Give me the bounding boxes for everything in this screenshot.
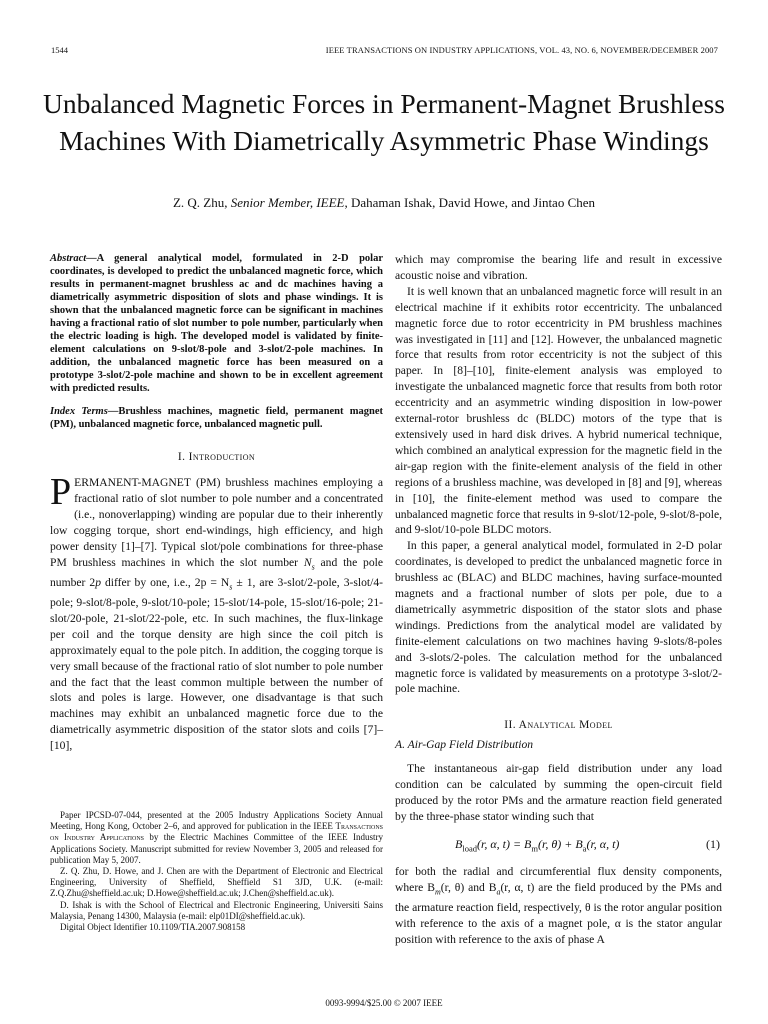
paragraph-air-gap-field: The instantaneous air-gap field distribution under any load condition can be calculated by summing the open-circuit field produced by the rotor PMs and the armature reaction field generated by the three-phase stator winding such that (395, 762, 722, 824)
author-first: Z. Q. Zhu, (172, 195, 231, 210)
left-column (50, 252, 383, 754)
author-list (40, 195, 728, 211)
index-terms-text: —Brushless machines, magnetic field, permanent magnet (PM), unbalanced magnetic force, unbalanced magnetic pull. (50, 406, 383, 430)
footnote-submission-b: by the Electric Machines Committee of the IEEE Industry Applications Society. Manuscript submitted for review November 3, 2005 and released for publication May 5, 2007. (50, 832, 383, 865)
introduction-paragraph (50, 471, 384, 754)
equation-1-expression (455, 837, 619, 853)
p5-text-a: for both the radial and circumferential flux density components, where B (395, 865, 722, 894)
equation-1 (395, 830, 722, 858)
eq-mid: (r, θ) + B (538, 837, 583, 851)
p5-sub-m: m (434, 887, 441, 897)
page-number: 1544 (51, 45, 68, 55)
right-column (395, 252, 722, 948)
p5-text-c: (r, α, t) are the field produced by the PMs and the armature reaction field, respectively, θ is the rotor angular position with reference to the axis of a magnet pole, α is the stator angular position with reference to the axis of phase A (395, 880, 722, 946)
footnote-journal-name: Transactions on Industry Applications (50, 821, 383, 843)
section-heading-introduction: I. Introduction (177, 451, 256, 463)
abstract (50, 252, 383, 395)
abstract-text: —A general analytical model, formulated in 2-D polar coordinates, is developed to predict the unbalanced magnetic force, which results in permanent-magnet brushless ac and dc machines having a diametrically asymmetric disposition of slots and phase windings. It is shown that the unbalanced magnetic force can be significant in machines having a fractional ratio of slot number to pole number, particularly when the electric loading is high. The developed model is validated by finite-element calculations on 9-slot/8-pole and 3-slot/2-pole machines. In addition, the unbalanced magnetic force has been measured on a prototype 3-slot/2-pole machine and shown to be in excellent agreement with predicted results. (50, 253, 383, 394)
intro-text-2: and the pole number 2 (50, 555, 384, 589)
paragraph-field-components (395, 864, 722, 948)
p5-sub-a: a (496, 887, 501, 897)
p5-text-b: (r, θ) and B (440, 880, 497, 894)
first-page-footnotes (50, 810, 383, 933)
intro-text-3: differ by one, i.e., 2p = N (101, 575, 230, 589)
drop-cap: P (50, 471, 72, 513)
intro-math-sub: s (229, 582, 233, 592)
footnote-affiliation-1: Z. Q. Zhu, D. Howe, and J. Chen are with the Department of Electronic and Electrical Engineering, University of Sheffield, Sheffield S1 3JD, U.K. (e-mail: Z.Q.Zhu@sheffield.ac.uk; D.Howe@sheffield.ac.uk; J.Chen@sheffield.ac.uk). (50, 866, 383, 899)
section-heading-analytical-model: II. Analytical Model (504, 719, 613, 732)
eq-m-sub: m (531, 843, 539, 854)
copyright-footer: 0093-9994/$25.00 © 2007 IEEE (325, 998, 443, 1008)
eq-lhs-sub: load (462, 843, 477, 854)
eq-end: (r, α, t) (586, 837, 620, 851)
author-role: Senior Member, IEEE (230, 195, 345, 210)
eq-body: (r, α, t) = B (476, 837, 532, 851)
paragraph-continuation: which may compromise the bearing life and result in excessive acoustic noise and vibration. (395, 253, 722, 282)
index-terms-lead: Index Terms (50, 406, 108, 417)
index-terms (50, 405, 383, 431)
paragraph-this-paper: In this paper, a general analytical model, formulated in 2-D polar coordinates, is developed to predict the unbalanced magnetic force in brushless ac (BLAC) and BLDC machines, having surface-mounted magnets and a fractional number of slots per pole, due to a diametrically asymmetric disposition of the stator slots and phase windings. Predictions from the analytical model are validated by finite-element calculations on two machines having 9-slots/8-poles and 3-slots/2-poles. The calculation method for the unbalanced magnetic force is validated by measurements on a prototype 3-slot/2-pole machine. (395, 539, 722, 696)
intro-math-ns-sub: s (311, 561, 315, 571)
author-rest: , Dahaman Ishak, David Howe, and Jintao Chen (344, 195, 596, 210)
footnote-submission (50, 810, 383, 866)
intro-text-1: ERMANENT-MAGNET (PM) brushless machines employing a fractional ratio of slot number to pole number and a concentrated (i.e., nonoverlapping) winding are popular due to their inherently low cogging torque, short end-windings, high efficiency, and high power density [1]–[7]. Typical slot/pole combinations for three-phase PM brushless machines in which the slot number (50, 476, 383, 569)
subsection-heading-air-gap: A. Air-Gap Field Distribution (395, 738, 534, 752)
paragraph-eccentricity: It is well known that an unbalanced magnetic force will result in an electrical machine if it exhibits rotor eccentricity. The unbalanced magnetic force due to rotor eccentricity in PM brushless machines was investigated in [11] and [12]. However, the unbalanced magnetic force that results from rotor eccentricity is not the subject of this paper. In [8]–[10], finite-element analysis was employed to investigate the unbalanced magnetic force that results from both rotor eccentricity and an asymmetric winding disposition in low-power external-rotor brushless dc (BLDC) motors of the type that is extensively used in hard disk drives. A hybrid numerical technique, which combined an analytical expression for the magnetic field in the air-gap region with the finite-element analysis of the field in other regions of a brushless machine, was developed in [8] and [9], whereas in [10], the finite-element method was used to compare the unbalanced magnetic force that results in 9-slot/12-pole, 9-slot/8-pole, and 9-slot/10-pole BLDC motors. (395, 284, 722, 537)
intro-math-p: p (95, 575, 101, 589)
journal-running-head: IEEE TRANSACTIONS ON INDUSTRY APPLICATIONS, VOL. 43, NO. 6, NOVEMBER/DECEMBER 2007 (325, 45, 718, 55)
eq-lhs: B (455, 837, 463, 851)
intro-text-4: ± 1, are 3-slot/2-pole, 3-slot/4-pole; 9-slot/8-pole, 9-slot/10-pole; 15-slot/14-pole, 15-slot/16-pole; 21-slot/20-pole, 21-slot/22-pole, etc. In such machines, the flux-linkage per coil and the torque density are high since the coil pitch is approximately equal to the pole pitch. In addition, the cogging torque is very small because of the fractional ratio of slot number to pole number and the fact that the least common multiple between the number of slots and poles is large. However, one disadvantage is that such machines may exhibit an unbalanced magnetic force due to the diametrically asymmetric disposition of the stator slots and coils [7]–[10], (50, 575, 383, 753)
abstract-lead: Abstract (50, 253, 87, 264)
eq-a-sub: a (582, 843, 587, 854)
equation-number: (1) (706, 837, 720, 851)
paper-title: Unbalanced Magnetic Forces in Permanent-Magnet Brushless Machines With Diametrically Asymmetric Phase Windings (43, 88, 725, 156)
footnote-submission-a: Paper IPCSD-07-044, presented at the 2005 Industry Applications Society Annual Meeting, Hong Kong, October 2–6, and approved for publication in the IEEE (50, 810, 383, 832)
intro-math-ns: N (303, 555, 312, 569)
footnote-doi: Digital Object Identifier 10.1109/TIA.2007.908158 (60, 922, 246, 933)
footnote-affiliation-2: D. Ishak is with the School of Electrical and Electronic Engineering, Universiti Sains Malaysia, Penang 14300, Malaysia (e-mail: elp01DI@sheffield.ac.uk). (50, 899, 383, 921)
